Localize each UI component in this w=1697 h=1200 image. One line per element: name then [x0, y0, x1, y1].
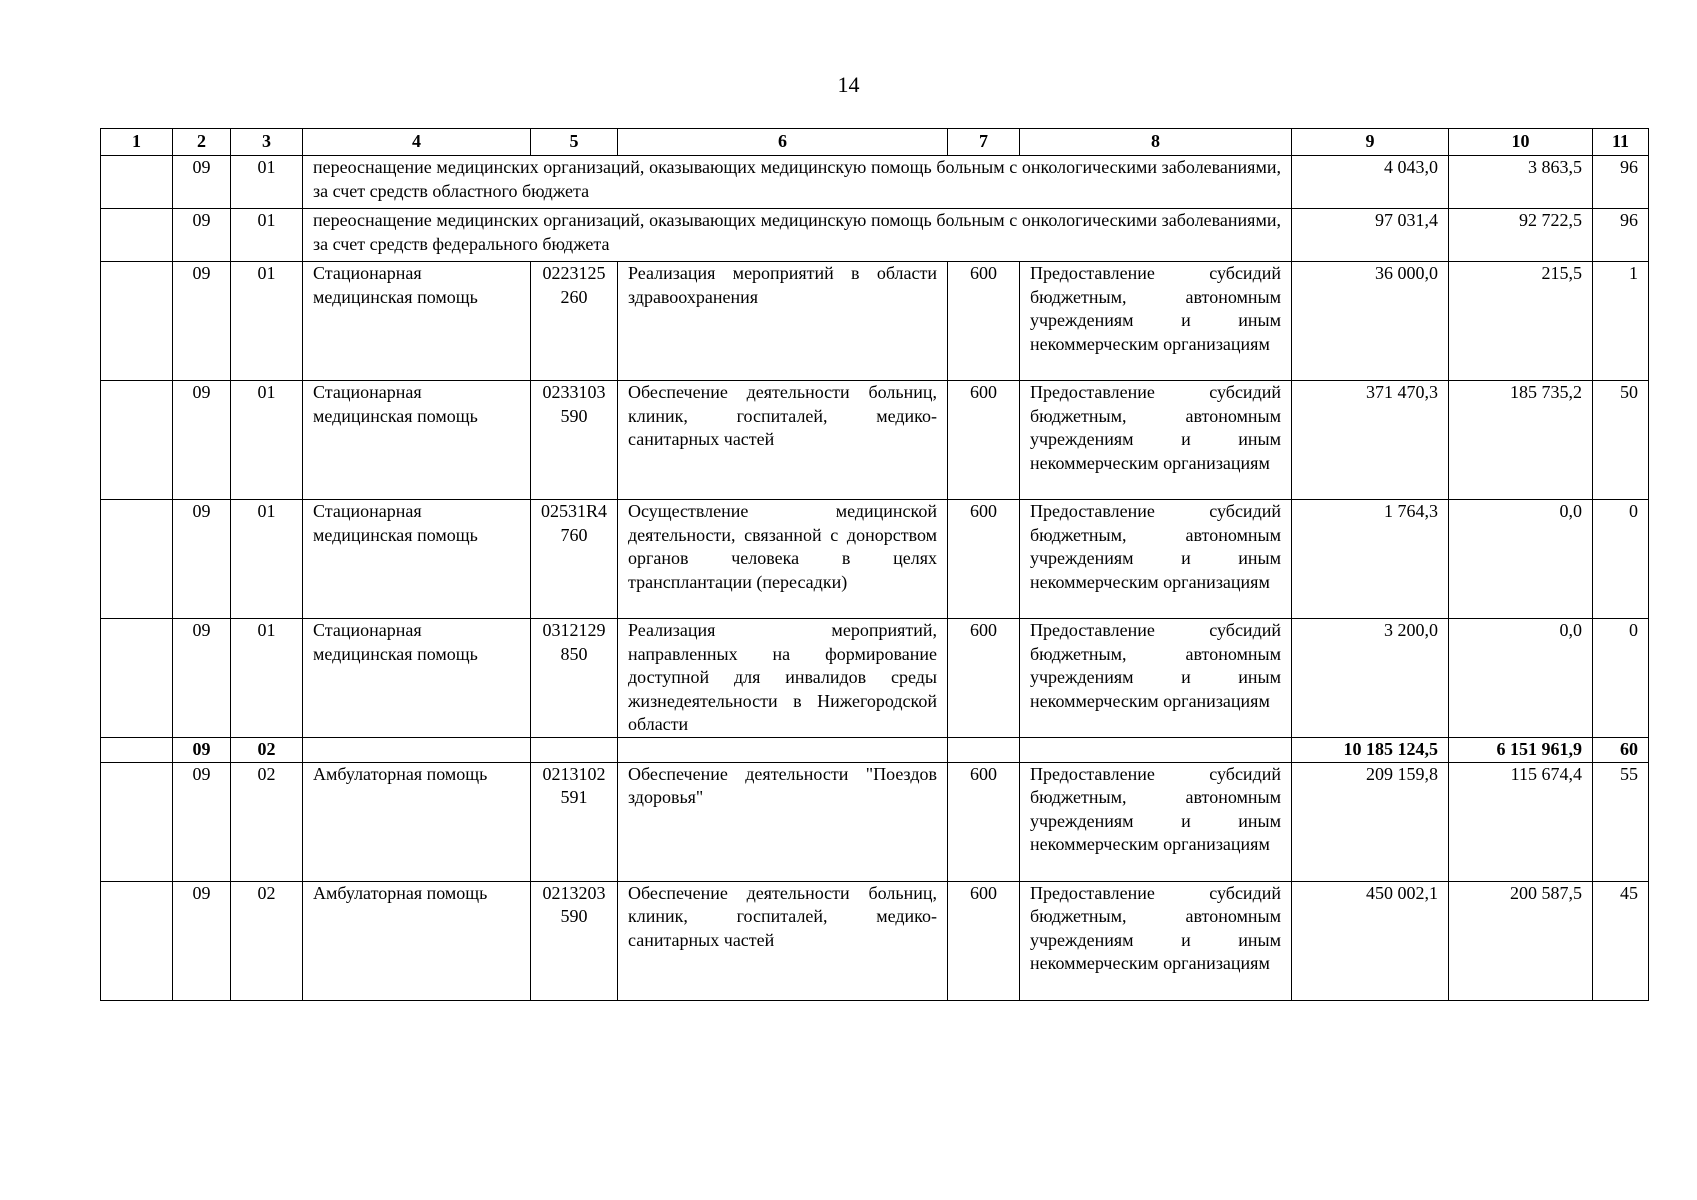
table-row: [101, 619, 1649, 738]
cell-name: Стационарная медицинская помощь: [303, 262, 531, 381]
page-number: 14: [837, 72, 860, 97]
cell-target-name: Реализация мероприятий в области здравоохранения: [618, 262, 948, 381]
cell-executed: 6 151 961,9: [1449, 738, 1593, 763]
table-row: [101, 262, 1649, 381]
cell-empty: [101, 156, 173, 209]
cell-percent: 55: [1593, 762, 1649, 881]
cell-target-code: 0213203590: [531, 881, 618, 1000]
cell-expense-type: 600: [948, 262, 1020, 381]
cell-subsection: 01: [231, 209, 303, 262]
table-row: [101, 881, 1649, 1000]
cell-empty: [618, 738, 948, 763]
cell-section: 09: [173, 738, 231, 763]
budget-table: [100, 128, 1649, 1001]
cell-name: Стационарная медицинская помощь: [303, 500, 531, 619]
cell-empty: [1020, 738, 1292, 763]
table-row: [101, 762, 1649, 881]
cell-target-code: 0223125260: [531, 262, 618, 381]
col-header-9: 9: [1292, 129, 1449, 156]
cell-subsection: 01: [231, 262, 303, 381]
cell-section: 09: [173, 209, 231, 262]
cell-subsection: 01: [231, 500, 303, 619]
cell-expense-type: 600: [948, 762, 1020, 881]
cell-empty: [101, 381, 173, 500]
table-row: [101, 209, 1649, 262]
cell-planned: 10 185 124,5: [1292, 738, 1449, 763]
cell-name: Стационарная медицинская помощь: [303, 619, 531, 738]
cell-planned: 3 200,0: [1292, 619, 1449, 738]
cell-section: 09: [173, 381, 231, 500]
cell-expense-type: 600: [948, 619, 1020, 738]
cell-expense-type: 600: [948, 381, 1020, 500]
cell-percent: 0: [1593, 500, 1649, 619]
cell-planned: 1 764,3: [1292, 500, 1449, 619]
cell-target-name: Обеспечение деятельности больниц, клиник, госпиталей, медико-санитарных частей: [618, 881, 948, 1000]
cell-section: 09: [173, 156, 231, 209]
cell-percent: 1: [1593, 262, 1649, 381]
cell-name: Амбулаторная помощь: [303, 762, 531, 881]
cell-expense-name: Предоставление субсидий бюджетным, автономным учреждениям и иным некоммерческим организациям: [1020, 619, 1292, 738]
cell-target-code: 0312129850: [531, 619, 618, 738]
cell-target-code: 0233103590: [531, 381, 618, 500]
cell-subsection: 02: [231, 762, 303, 881]
col-header-2: 2: [173, 129, 231, 156]
cell-percent: 50: [1593, 381, 1649, 500]
cell-executed: 115 674,4: [1449, 762, 1593, 881]
cell-expense-type: 600: [948, 500, 1020, 619]
cell-percent: 45: [1593, 881, 1649, 1000]
cell-subsection: 02: [231, 881, 303, 1000]
cell-percent: 60: [1593, 738, 1649, 763]
col-header-6: 6: [618, 129, 948, 156]
cell-empty: [101, 881, 173, 1000]
cell-planned: 97 031,4: [1292, 209, 1449, 262]
cell-planned: 36 000,0: [1292, 262, 1449, 381]
cell-planned: 209 159,8: [1292, 762, 1449, 881]
col-header-11: 11: [1593, 129, 1649, 156]
cell-expense-name: Предоставление субсидий бюджетным, автономным учреждениям и иным некоммерческим организациям: [1020, 762, 1292, 881]
cell-executed: 3 863,5: [1449, 156, 1593, 209]
cell-percent: 96: [1593, 209, 1649, 262]
cell-expense-name: Предоставление субсидий бюджетным, автономным учреждениям и иным некоммерческим организациям: [1020, 262, 1292, 381]
cell-planned: 450 002,1: [1292, 881, 1449, 1000]
cell-percent: 96: [1593, 156, 1649, 209]
cell-section: 09: [173, 881, 231, 1000]
cell-expense-name: Предоставление субсидий бюджетным, автономным учреждениям и иным некоммерческим организациям: [1020, 500, 1292, 619]
cell-percent: 0: [1593, 619, 1649, 738]
cell-empty: [531, 738, 618, 763]
table-row: [101, 381, 1649, 500]
cell-subsection: 01: [231, 156, 303, 209]
cell-executed: 200 587,5: [1449, 881, 1593, 1000]
cell-subsection: 01: [231, 381, 303, 500]
cell-name: Амбулаторная помощь: [303, 881, 531, 1000]
col-header-3: 3: [231, 129, 303, 156]
cell-description: переоснащение медицинских организаций, оказывающих медицинскую помощь больным с онкологическими заболеваниями, за счет средств областного бюджета: [303, 156, 1292, 209]
cell-target-code: 02531R4760: [531, 500, 618, 619]
cell-executed: 0,0: [1449, 619, 1593, 738]
cell-subsection: 01: [231, 619, 303, 738]
cell-empty: [101, 262, 173, 381]
cell-subsection: 02: [231, 738, 303, 763]
cell-target-name: Реализация мероприятий, направленных на формирование доступной для инвалидов среды жизнедеятельности в Нижегородской области: [618, 619, 948, 738]
cell-empty: [101, 209, 173, 262]
col-header-1: 1: [101, 129, 173, 156]
col-header-5: 5: [531, 129, 618, 156]
col-header-10: 10: [1449, 129, 1593, 156]
cell-executed: 185 735,2: [1449, 381, 1593, 500]
cell-executed: 92 722,5: [1449, 209, 1593, 262]
header-row: [101, 129, 1649, 156]
cell-target-code: 0213102591: [531, 762, 618, 881]
cell-executed: 215,5: [1449, 262, 1593, 381]
cell-empty: [303, 738, 531, 763]
cell-empty: [101, 738, 173, 763]
cell-name: Стационарная медицинская помощь: [303, 381, 531, 500]
col-header-7: 7: [948, 129, 1020, 156]
cell-empty: [101, 762, 173, 881]
cell-executed: 0,0: [1449, 500, 1593, 619]
cell-section: 09: [173, 762, 231, 881]
cell-section: 09: [173, 262, 231, 381]
col-header-4: 4: [303, 129, 531, 156]
subtotal-row: [101, 738, 1649, 763]
table-row: [101, 156, 1649, 209]
cell-expense-name: Предоставление субсидий бюджетным, автономным учреждениям и иным некоммерческим организациям: [1020, 881, 1292, 1000]
cell-planned: 371 470,3: [1292, 381, 1449, 500]
cell-section: 09: [173, 619, 231, 738]
cell-target-name: Обеспечение деятельности больниц, клиник, госпиталей, медико-санитарных частей: [618, 381, 948, 500]
cell-section: 09: [173, 500, 231, 619]
cell-empty: [948, 738, 1020, 763]
cell-empty: [101, 619, 173, 738]
cell-planned: 4 043,0: [1292, 156, 1449, 209]
cell-target-name: Обеспечение деятельности "Поездов здоровья": [618, 762, 948, 881]
col-header-8: 8: [1020, 129, 1292, 156]
cell-target-name: Осуществление медицинской деятельности, связанной с донорством органов человека в целях трансплантации (пересадки): [618, 500, 948, 619]
cell-empty: [101, 500, 173, 619]
cell-description: переоснащение медицинских организаций, оказывающих медицинскую помощь больным с онкологическими заболеваниями, за счет средств федерального бюджета: [303, 209, 1292, 262]
table-row: [101, 500, 1649, 619]
cell-expense-name: Предоставление субсидий бюджетным, автономным учреждениям и иным некоммерческим организациям: [1020, 381, 1292, 500]
cell-expense-type: 600: [948, 881, 1020, 1000]
